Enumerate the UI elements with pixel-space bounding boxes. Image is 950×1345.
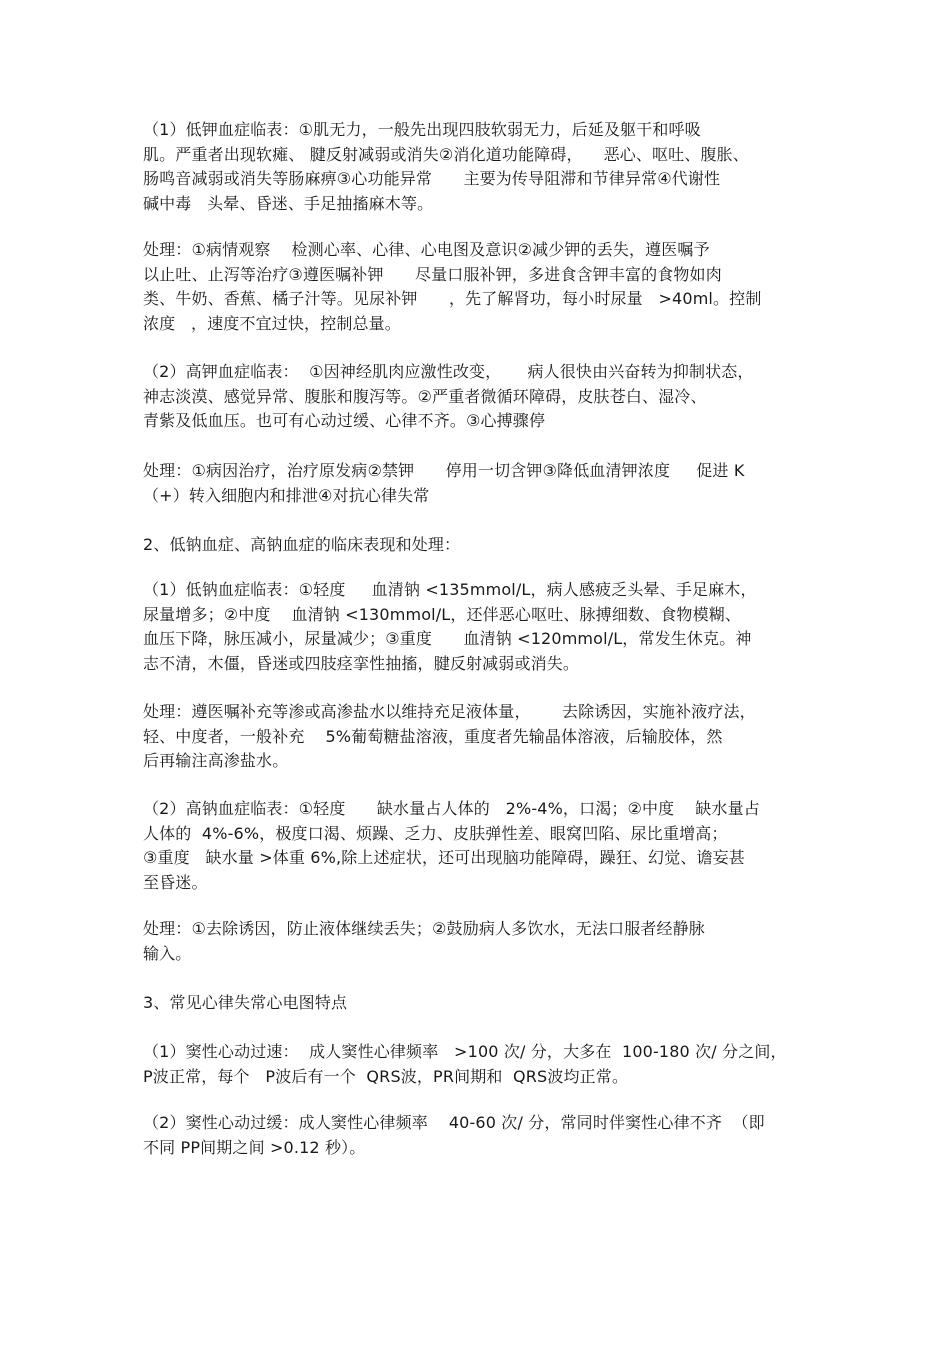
text-line: 尿量增多；②中度 血清钠 <130mmol/L，还伴恶心呕吐、脉搏细数、食物模糊、 [143, 604, 742, 624]
text-line: ③重度 缺水量 >体重 6%,除上述症状，还可出现脑功能障碍，躁狂、幻觉、谵妄甚 [143, 848, 745, 868]
text-line: 轻、中度者，一般补充 5%葡萄糖盐溶液，重度者先输晶体溶液，后输胶体，然 [143, 726, 723, 746]
text-line: 碱中毒 头晕、昏迷、手足抽搐麻木等。 [143, 193, 434, 213]
text-line: 浓度 ，速度不宜过快，控制总量。 [143, 313, 401, 333]
text-line: 肠鸣音减弱或消失等肠麻痹③心功能异常 主要为传导阻滞和节律异常④代谢性 [143, 169, 721, 189]
paragraph-sinus-bradycardia [143, 1111, 823, 1160]
text-line: 不同 PP间期之间 >0.12 秒）。 [143, 1137, 366, 1157]
paragraph-hyperkalemia-symptoms [143, 360, 823, 434]
section-heading-arrhythmia [143, 991, 823, 1016]
text-line: 输入。 [143, 943, 192, 963]
text-line: （+）转入细胞内和排泄④对抗心律失常 [143, 485, 430, 505]
text-line: 人体的 4%-6%，极度口渴、烦躁、乏力、皮肤弹性差、眼窝凹陷、尿比重增高； [143, 823, 728, 843]
paragraph-hypernatremia-symptoms [143, 797, 823, 895]
text-line: （2）高钠血症临表：①轻度 缺水量占人体的 2%-4%，口渴；②中度 缺水量占 [143, 799, 760, 818]
text-line: 处理：①病因治疗，治疗原发病②禁钾 停用一切含钾③降低血清钾浓度 促进 K [143, 461, 745, 480]
text-line: （1）低钾血症临表：①肌无力，一般先出现四肢软弱无力，后延及躯干和呼吸 [143, 120, 701, 139]
text-line: 血压下降，脉压减小，尿量减少；③重度 血清钠 <120mmol/L，常发生休克。神 [143, 629, 752, 649]
text-line: （2）高钾血症临表： ①因神经肌肉应激性改变， 病人很快由兴奋转为抑制状态， [143, 362, 754, 381]
paragraph-sinus-tachycardia [143, 1040, 823, 1089]
paragraph-hyponatremia-treatment [143, 700, 823, 774]
text-line: 处理：①病情观察 检测心率、心律、心电图及意识②减少钾的丢失，遵医嘱予 [143, 240, 710, 259]
text-line: 类、牛奶、香蕉、橘子汁等。见尿补钾 ，先了解肾功，每小时尿量 >40ml。控制 [143, 289, 762, 309]
text-line: 处理：遵医嘱补充等渗或高渗盐水以维持充足液体量， 去除诱因，实施补液疗法， [143, 702, 756, 721]
text-line: （1）低钠血症临表：①轻度 血清钠 <135mmol/L，病人感疲乏头晕、手足麻木， [143, 580, 757, 599]
text-line: 志不清，木僵，昏迷或四肢痉挛性抽搐，腱反射减弱或消失。 [143, 653, 580, 673]
section-heading: 2、低钠血症、高钠血症的临床表现和处理： [143, 535, 461, 554]
text-line: 处理：①去除诱因，防止液体继续丢失；②鼓励病人多饮水，无法口服者经静脉 [143, 919, 705, 938]
text-line: 肌。严重者出现软瘫、 腱反射减弱或消失②消化道功能障碍， 恶心、呕吐、腹胀、 [143, 144, 749, 164]
paragraph-hypokalemia-treatment [143, 238, 823, 336]
text-line: 后再输注高渗盐水。 [143, 751, 289, 771]
text-line: （2）窦性心动过缓：成人窦性心律频率 40-60 次/ 分，常同时伴窦性心律不齐 （即 [143, 1113, 765, 1132]
text-line: P波正常，每个 P波后有一个 QRS波，PR间期和 QRS波均正常。 [143, 1066, 629, 1086]
text-line: 青紫及低血压。也可有心动过缓、心律不齐。③心搏骤停 [143, 411, 546, 431]
paragraph-hyperkalemia-treatment [143, 459, 823, 508]
text-line: （1）窦性心动过速： 成人窦性心律频率 >100 次/ 分，大多在 100-180 次/ 分之间， [143, 1042, 787, 1061]
text-line: 至昏迷。 [143, 872, 208, 892]
section-heading: 3、常见心律失常心电图特点 [143, 993, 348, 1012]
paragraph-hyponatremia-symptoms [143, 578, 823, 676]
paragraph-hypernatremia-treatment [143, 917, 823, 966]
text-line: 神志淡漠、感觉异常、腹胀和腹泻等。②严重者微循环障碍，皮肤苍白、湿冷、 [143, 386, 707, 406]
text-line: 以止吐、止泻等治疗③遵医嘱补钾 尽量口服补钾，多进食含钾丰富的食物如肉 [143, 264, 722, 284]
section-heading-sodium [143, 533, 823, 558]
paragraph-hypokalemia-symptoms [143, 118, 823, 216]
